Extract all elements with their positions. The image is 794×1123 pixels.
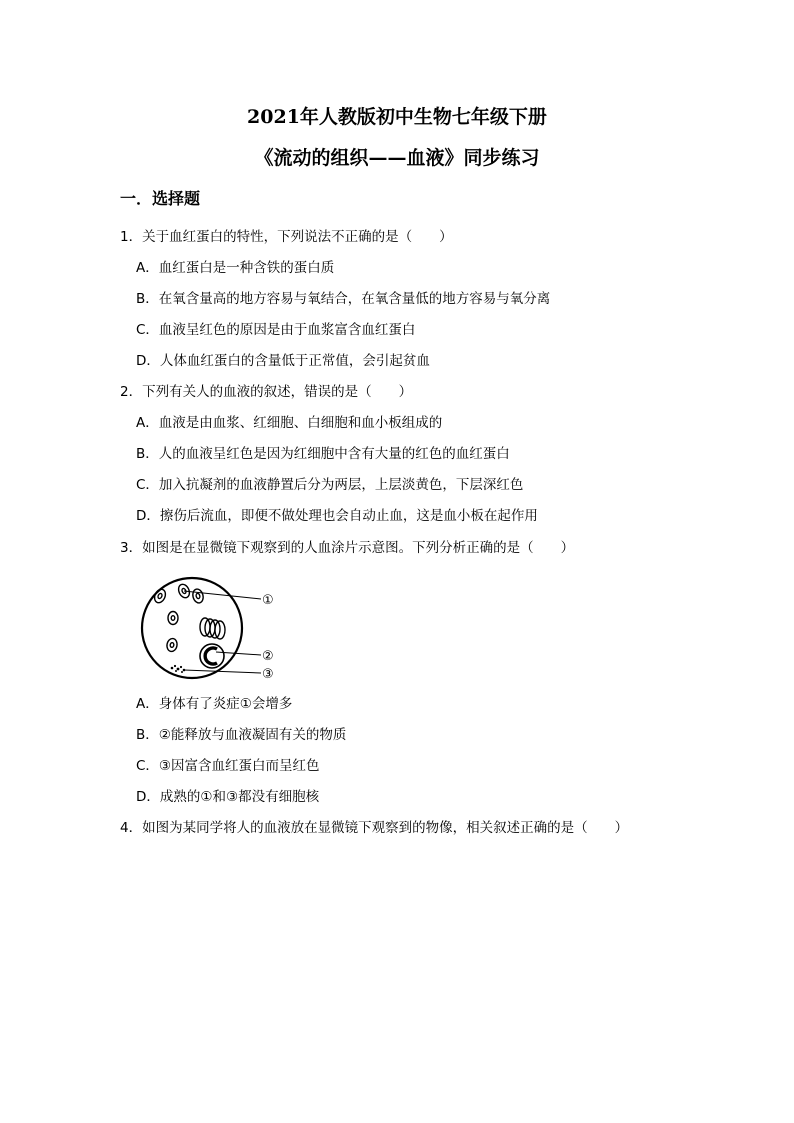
red-blood-cells [153,583,225,653]
question-2-option-d: D．擦伤后流血，即便不做处理也会自动止血，这是血小板在起作用 [136,508,538,524]
document-subtitle: 《流动的组织——血液》同步练习 [254,147,540,169]
white-blood-cell [200,644,224,668]
platelets [171,665,186,673]
question-1-option-c: C．血液呈红色的原因是由于血浆富含血红蛋白 [136,322,416,338]
question-1-option-b: B．在氧含量高的地方容易与氧结合，在氧含量低的地方容易与氧分离 [136,291,551,307]
question-3-option-d: D．成熟的①和③都没有细胞核 [136,789,320,805]
question-2-option-b: B．人的血液呈红色是因为红细胞中含有大量的红色的血红蛋白 [136,446,510,462]
question-2-option-c: C．加入抗凝剂的血液静置后分为两层，上层淡黄色，下层深红色 [136,477,524,493]
microscope-field [142,578,242,678]
question-3-option-a: A．身体有了炎症①会增多 [136,696,293,712]
question-2-stem: 2．下列有关人的血液的叙述，错误的是（ ） [120,384,413,400]
document-title: 2021年人教版初中生物七年级下册 [247,106,547,128]
question-1-option-a: A．血红蛋白是一种含铁的蛋白质 [136,260,335,276]
figure-label-1: ① [262,593,274,608]
figure-label-3: ③ [262,667,274,682]
section-heading: 一．选择题 [120,189,201,208]
blood-smear-figure [138,572,288,684]
question-1-stem: 1．关于血红蛋白的特性，下列说法不正确的是（ ） [120,229,453,245]
question-3-option-b: B．②能释放与血液凝固有关的物质 [136,727,347,743]
figure-label-2: ② [262,649,274,664]
question-1-option-d: D．人体血红蛋白的含量低于正常值，会引起贫血 [136,353,430,369]
question-3-stem: 3．如图是在显微镜下观察到的人血涂片示意图。下列分析正确的是（ ） [120,540,575,556]
question-2-option-a: A．血液是由血浆、红细胞、白细胞和血小板组成的 [136,415,443,431]
question-3-option-c: C．③因富含血红蛋白而呈红色 [136,758,320,774]
question-4-stem: 4．如图为某同学将人的血液放在显微镜下观察到的物像，相关叙述正确的是（ ） [120,820,629,836]
